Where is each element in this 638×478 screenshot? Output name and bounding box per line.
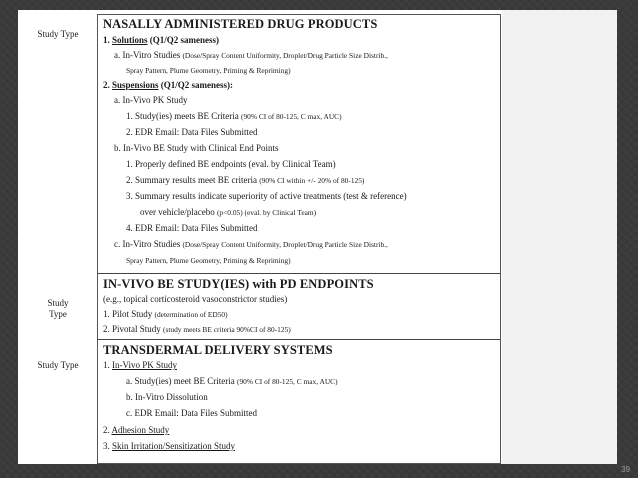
- transdermal-pk-c: c. EDR Email: Data Files Submitted: [126, 408, 257, 418]
- transdermal-adhesion-number: 2.: [103, 425, 110, 435]
- transdermal-pk: [103, 360, 177, 371]
- study-type-label-2: [22, 298, 94, 320]
- section-transdermal: [98, 339, 500, 466]
- right-panel: [502, 10, 617, 464]
- pd-pilot-note: (determination of ED50): [154, 310, 228, 319]
- section-title-pd: IN-VIVO BE STUDY(IES) with PD ENDPOINTS: [103, 277, 374, 291]
- pd-pivotal-label: 2. Pivotal Study: [103, 324, 161, 334]
- suspensions-item-b1: 1. Properly defined BE endpoints (eval. by Clinical Team): [126, 159, 336, 169]
- transdermal-pk-a: [126, 376, 338, 387]
- suspensions-note: (Q1/Q2 sameness):: [160, 80, 234, 90]
- suspensions-item-a1-note: (90% CI of 80-125, C max, AUC): [240, 112, 342, 121]
- transdermal-adhesion: [103, 425, 169, 436]
- suspensions-item-a1: [126, 111, 342, 122]
- study-type-label-3: Study Type: [37, 360, 79, 370]
- suspensions-item-b3-cont-label: over vehicle/placebo: [140, 207, 215, 217]
- solutions-item-a-label: a. In-Vitro Studies: [114, 50, 181, 60]
- suspensions-label: Suspensions: [112, 80, 159, 90]
- solutions-number: 1.: [103, 35, 110, 45]
- slide: [18, 10, 617, 464]
- study-type-label-2-line2: Type: [49, 309, 67, 319]
- transdermal-pk-a-note: (90% CI of 80-125, C max, AUC): [236, 377, 338, 386]
- suspensions-item-b2: [126, 175, 364, 186]
- section-pd-endpoints: [98, 273, 500, 338]
- solutions-item-a: [114, 50, 388, 61]
- suspensions-item-c-note: (Dose/Spray Content Uniformity, Droplet/Drug Particle Size Distrib.,: [182, 240, 388, 249]
- suspensions-item-b3: 3. Summary results indicate superiority of active treatments (test & reference): [126, 191, 407, 201]
- solutions-note: (Q1/Q2 sameness): [149, 35, 220, 45]
- suspensions-item-a2: 2. EDR Email: Data Files Submitted: [126, 127, 258, 137]
- transdermal-pk-label: In-Vivo PK Study: [112, 360, 177, 370]
- study-table: [97, 14, 501, 464]
- study-type-label-2-line1: Study: [47, 298, 69, 308]
- suspensions-item-b2-label: 2. Summary results meet BE criteria: [126, 175, 257, 185]
- solutions-item-a-note: (Dose/Spray Content Uniformity, Droplet/Drug Particle Size Distrib.,: [182, 51, 388, 60]
- transdermal-skin-number: 3.: [103, 441, 110, 451]
- pd-example: (e.g., topical corticosteroid vasoconstrictor studies): [103, 294, 288, 304]
- transdermal-pk-number: 1.: [103, 360, 110, 370]
- solutions-item-a-cont: Spray Pattern, Plume Geometry, Priming & Repriming): [126, 66, 291, 75]
- study-type-column: [18, 10, 96, 464]
- suspensions-item-a1-label: 1. Study(ies) meets BE Criteria: [126, 111, 239, 121]
- suspensions-item-b4: 4. EDR Email: Data Files Submitted: [126, 223, 258, 233]
- section-nasal: [98, 15, 500, 272]
- transdermal-skin: [103, 441, 235, 452]
- pd-pilot-study: [103, 309, 228, 320]
- study-type-label-1: Study Type: [37, 29, 79, 39]
- suspensions-item-b3-cont: [140, 207, 316, 218]
- slide-number: 39: [621, 465, 630, 474]
- suspensions-item-c: [114, 239, 388, 250]
- suspensions-heading: [103, 80, 233, 91]
- suspensions-item-c-cont: Spray Pattern, Plume Geometry, Priming & Repriming): [126, 256, 291, 265]
- section-title-transdermal: TRANSDERMAL DELIVERY SYSTEMS: [103, 343, 333, 357]
- suspensions-item-b: b. In-Vivo BE Study with Clinical End Points: [114, 143, 279, 153]
- pd-pivotal-study: [103, 324, 291, 335]
- solutions-heading: [103, 35, 219, 46]
- transdermal-skin-label: Skin Irritation/Sensitization Study: [112, 441, 235, 451]
- suspensions-item-b2-note: (90% CI within +/- 20% of 80-125): [259, 176, 365, 185]
- transdermal-pk-a-label: a. Study(ies) meet BE Criteria: [126, 376, 235, 386]
- transdermal-adhesion-label: Adhesion Study: [111, 425, 170, 435]
- suspensions-item-a: a. In-Vivo PK Study: [114, 95, 188, 105]
- section-title-nasal: NASALLY ADMINISTERED DRUG PRODUCTS: [103, 17, 378, 31]
- solutions-label: Solutions: [112, 35, 148, 45]
- pd-pilot-label: 1. Pilot Study: [103, 309, 153, 319]
- suspensions-item-c-label: c. In-Vitro Studies: [114, 239, 181, 249]
- pd-pivotal-note: (study meets BE criteria 90%CI of 80-125): [163, 325, 291, 334]
- suspensions-item-b3-note: (p<0.05) (eval. by Clinical Team): [216, 208, 317, 217]
- suspensions-number: 2.: [103, 80, 110, 90]
- transdermal-pk-b: b. In-Vitro Dissolution: [126, 392, 208, 402]
